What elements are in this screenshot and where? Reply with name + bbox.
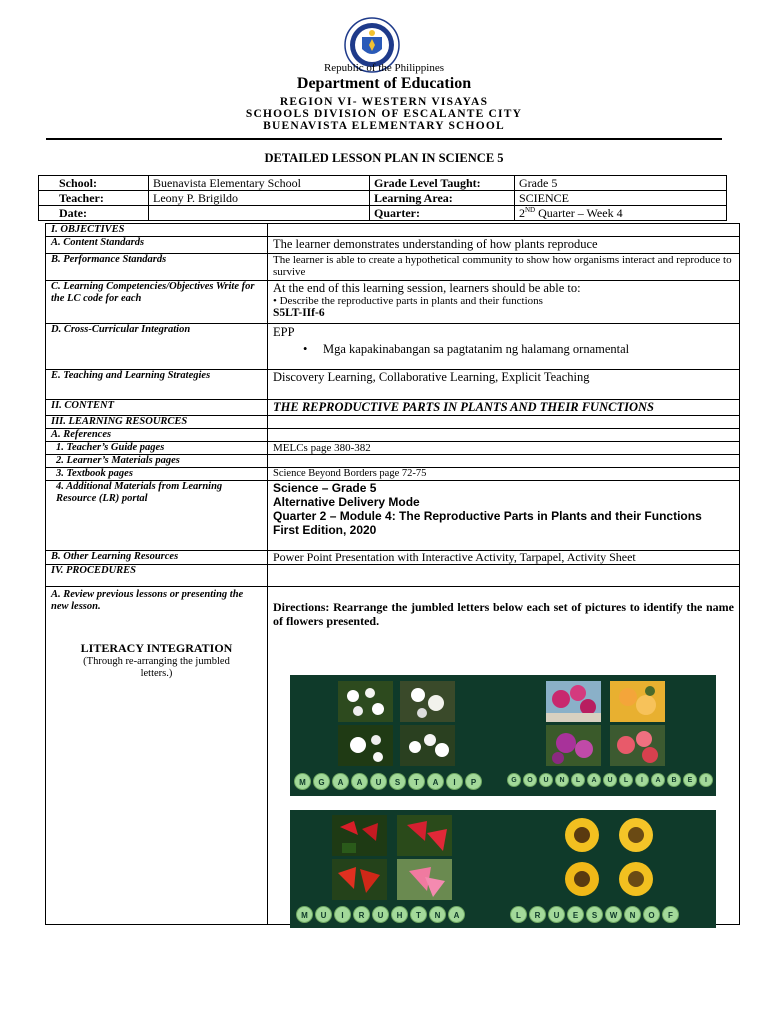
flower-photo-2b [610,681,665,722]
jumbled-letter-tile: L [571,773,585,787]
jumbled-letter-tile: A [651,773,665,787]
quarter-value [515,206,727,221]
other-resources-value: Power Point Presentation with Interactive Activity, Tarpapel, Activity Sheet [268,551,740,565]
puzzle-panel-2 [503,675,716,796]
am-line4: First Edition, 2020 [273,523,377,537]
lm-label: 2. Learner’s Materials pages [46,455,268,468]
jumbled-letter-tile: U [370,773,387,790]
jumbled-letter-tile: U [372,906,389,923]
jumbled-letter-tile: U [315,906,332,923]
tb-label: 3. Textbook pages [46,468,268,481]
school-value: Buenavista Elementary School [149,176,370,191]
jumbled-letter-tile: M [296,906,313,923]
quarter-suffix: ND [525,206,536,214]
teacher-label: Teacher: [39,191,149,206]
competencies-intro: At the end of this learning session, learners should be able to: [273,281,581,295]
jumbled-letter-tile: W [605,906,622,923]
jumbled-letter-tile: F [662,906,679,923]
directions-text: Directions: Rearrange the jumbled letters below each set of pictures to identify the name of flowers presented. [273,600,734,628]
school-label: School: [39,176,149,191]
jumbled-letter-tile: O [643,906,660,923]
letter-row-4 [510,906,681,923]
flower-photo-3b [397,815,452,856]
quarter-number: 2 [519,206,525,220]
jumbled-letter-tile: E [683,773,697,787]
puzzle-panel-4 [503,810,716,928]
division-text: SCHOOLS DIVISION OF ESCALANTE CITY [245,108,523,120]
content-value: THE REPRODUCTIVE PARTS IN PLANTS AND THEIR FUNCTIONS [268,400,740,416]
flower-photo-3d [397,859,452,900]
jumbled-letter-tile: I [635,773,649,787]
jumbled-letter-tile: U [539,773,553,787]
literacy-subtitle: (Through re-arranging the jumbled letters.) [83,656,230,679]
school-text: BUENAVISTA ELEMENTARY SCHOOL [263,120,505,132]
document-title: DETAILED LESSON PLAN IN SCIENCE 5 [264,151,504,165]
flower-photo-4a [558,815,606,856]
jumbled-letter-tile: G [313,773,330,790]
jumbled-letter-tile: L [619,773,633,787]
cross-item: Mga kapakinabangan sa pagtatanim ng halamang ornamental [323,342,630,356]
jumbled-letter-tile: U [603,773,617,787]
jumbled-letter-tile: T [410,906,427,923]
grade-value: Grade 5 [515,176,727,191]
cross-subject: EPP [273,325,295,339]
flower-photo-1d [400,725,455,766]
jumbled-letter-tile: P [465,773,482,790]
quarter-label: Quarter: [370,206,515,221]
flower-photo-3c [332,859,387,900]
puzzle-panel-1 [290,675,503,796]
am-label: 4. Additional Materials from Learning Resource (LR) portal [46,481,268,551]
resources-heading: III. LEARNING RESOURCES [46,416,268,429]
jumbled-letter-tile: S [586,906,603,923]
jumbled-letter-tile: N [429,906,446,923]
flower-photo-2c [546,725,601,766]
bullet-icon: • [303,342,308,356]
objectives-heading: I. OBJECTIVES [46,224,268,237]
jumbled-letter-tile: N [624,906,641,923]
jumbled-letter-tile: I [699,773,713,787]
am-cell [268,481,740,551]
jumbled-letter-tile: A [448,906,465,923]
am-line3: Quarter 2 – Module 4: The Reproductive Parts in Plants and their Functions [273,509,702,523]
info-table [38,175,727,221]
jumbled-letter-tile: H [391,906,408,923]
jumbled-letter-tile: T [408,773,425,790]
performance-standards-label: B. Performance Standards [46,254,268,281]
other-resources-label: B. Other Learning Resources [46,551,268,565]
date-label: Date: [39,206,149,221]
am-line1: Science – Grade 5 [273,481,377,495]
content-label: II. CONTENT [46,400,268,416]
jumbled-letter-tile: S [389,773,406,790]
content-standards-value: The learner demonstrates understanding of how plants reproduce [268,237,740,254]
jumbled-letter-tile: M [294,773,311,790]
jumbled-letter-tile: G [507,773,521,787]
jumbled-letter-tile: B [667,773,681,787]
cross-curricular-label: D. Cross-Curricular Integration [46,324,268,370]
strategies-value: Discovery Learning, Collaborative Learning, Explicit Teaching [268,370,740,400]
review-label: A. Review previous lessons or presenting the new lesson. [51,589,244,612]
references-label: A. References [46,429,268,442]
date-value [149,206,370,221]
tg-label: 1. Teacher’s Guide pages [46,442,268,455]
am-line2: Alternative Delivery Mode [273,495,420,509]
flower-photo-4d [612,859,660,900]
performance-standards-value: The learner is able to create a hypothetical community to show how organisms interact and reproduce to survive [268,254,740,281]
tg-value: MELCs page 380-382 [268,442,740,455]
quarter-rest: Quarter – Week 4 [535,206,623,220]
jumbled-letter-tile: A [587,773,601,787]
grade-label: Grade Level Taught: [370,176,515,191]
jumbled-letter-tile: I [334,906,351,923]
flower-photo-3a [332,815,387,856]
jumbled-letter-tile: A [332,773,349,790]
literacy-title: LITERACY INTEGRATION [80,641,233,655]
tb-value: Science Beyond Borders page 72-75 [268,468,740,481]
teacher-value: Leony P. Brigildo [149,191,370,206]
jumbled-letter-tile: A [351,773,368,790]
jumbled-letter-tile: R [529,906,546,923]
review-cell [46,587,268,925]
lm-value [268,455,740,468]
competencies-code: S5LT-IIf-6 [273,307,325,319]
region-text: REGION VI- WESTERN VISAYAS [279,96,489,108]
department-text: Department of Education [296,75,472,92]
flower-photo-4c [558,859,606,900]
area-label: Learning Area: [370,191,515,206]
republic-text: Republic of the Philippines [323,62,445,74]
procedures-heading: IV. PROCEDURES [46,565,268,587]
jumbled-letter-tile: I [446,773,463,790]
flower-photo-2d [610,725,665,766]
letter-row-1 [294,773,484,790]
area-value: SCIENCE [515,191,727,206]
strategies-label: E. Teaching and Learning Strategies [46,370,268,400]
letter-row-2 [507,773,715,787]
content-standards-label: A. Content Standards [46,237,268,254]
competencies-item: • Describe the reproductive parts in plants and their functions [273,295,543,307]
jumbled-letter-tile: U [548,906,565,923]
competencies-label: C. Learning Competencies/Objectives Write for the LC code for each [46,281,268,324]
jumbled-letter-tile: A [427,773,444,790]
flower-photo-4b [612,815,660,856]
flower-photo-1c [338,725,393,766]
jumbled-letter-tile: N [555,773,569,787]
flower-photo-1a [338,681,393,722]
puzzle-panel-3 [290,810,503,928]
jumbled-letter-tile: L [510,906,527,923]
jumbled-letter-tile: E [567,906,584,923]
competencies-cell [268,281,740,324]
jumbled-letter-tile: O [523,773,537,787]
cross-curricular-cell [268,324,740,370]
header-divider [46,138,722,140]
letter-row-3 [296,906,467,923]
flower-photo-2a [546,681,601,722]
flower-photo-1b [400,681,455,722]
jumbled-letter-tile: R [353,906,370,923]
